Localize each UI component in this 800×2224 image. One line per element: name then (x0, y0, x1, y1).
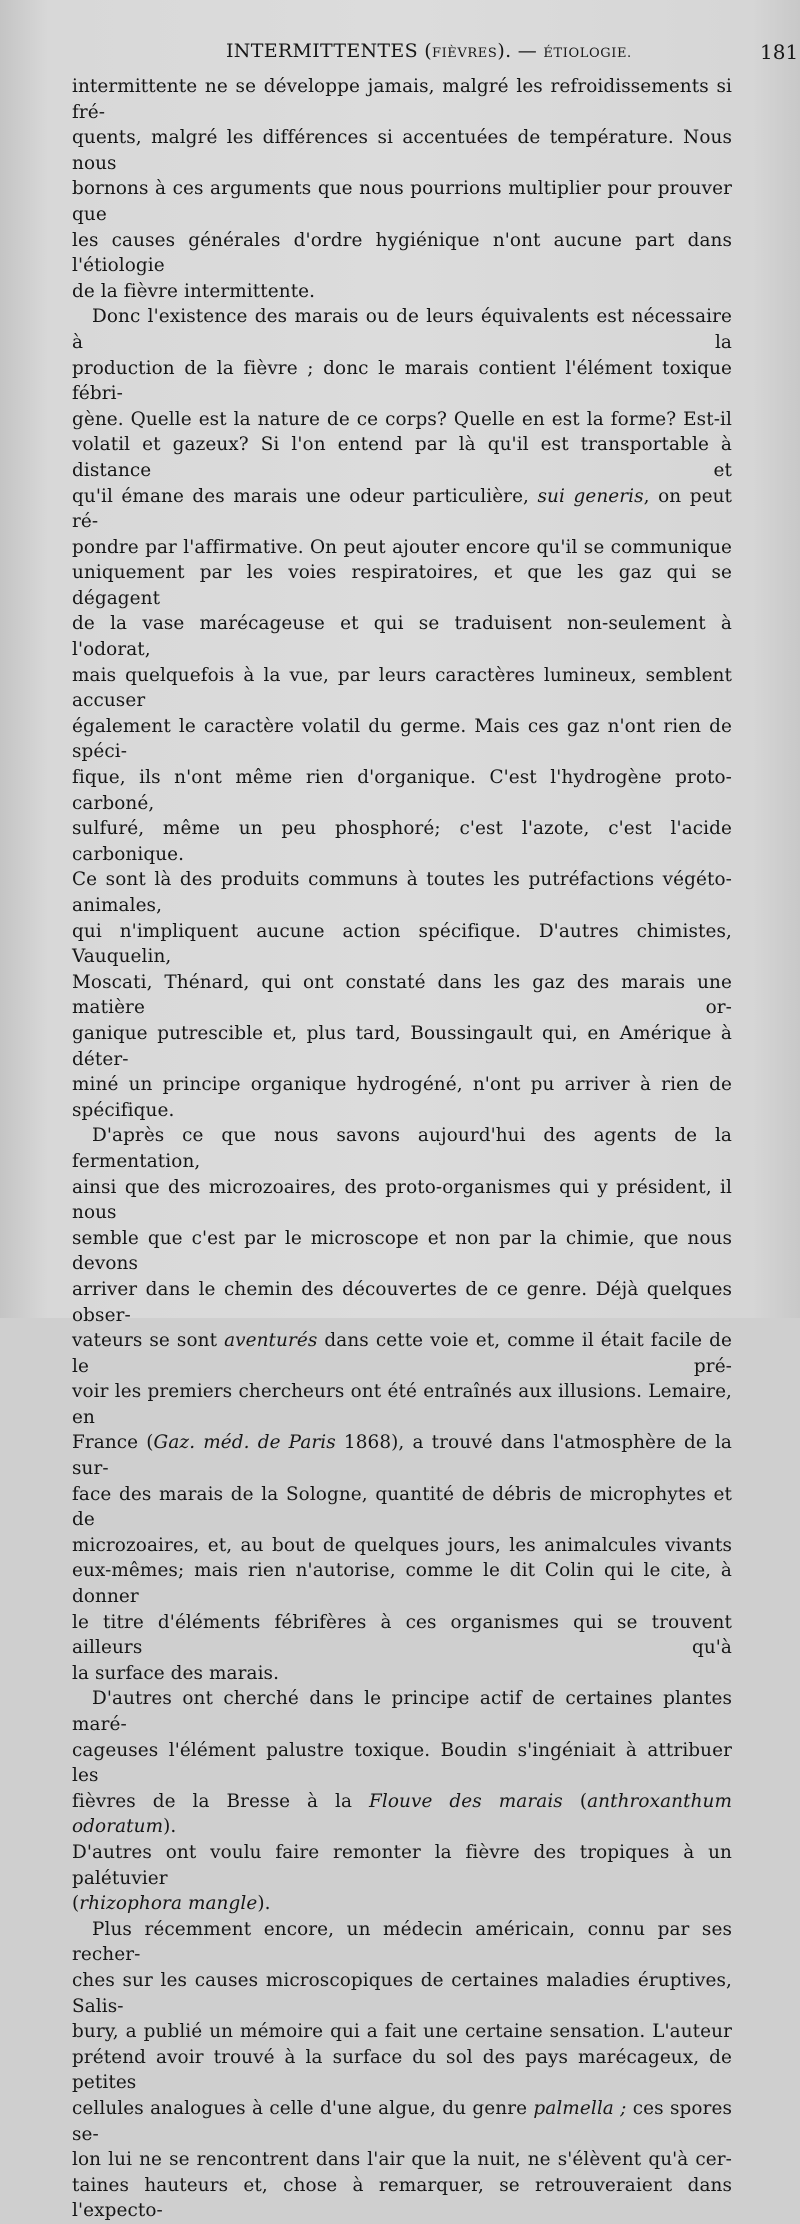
text-line: ainsi que des microzoaires, des proto-organismes qui y président, il nous (72, 1176, 732, 1224)
text-line: D'autres ont voulu faire remonter la fièvre des tropiques à un palétuvier (72, 1841, 732, 1889)
text-line (72, 484, 732, 535)
text-line: microzoaires, et, au bout de quelques jours, les animalcules vivants (72, 1534, 732, 1556)
text-line: cageuses l'élément palustre toxique. Boudin s'ingéniait à attribuer les (72, 1739, 732, 1787)
text-line: prétend avoir trouvé à la surface du sol des pays marécageux, de petites (72, 2046, 732, 2094)
running-head-subsection: ÉTIOLOGIE. (543, 46, 632, 61)
body-text (72, 74, 732, 2224)
italic-term: rhizophora mangle (79, 1893, 258, 1915)
text-line: miné un principe organique hydrogéné, n'ont pu arriver à rien de spécifique. (72, 1074, 732, 1121)
text-line: le titre d'éléments fébrifères à ces organismes qui se trouvent ailleurs qu'à (72, 1611, 732, 1659)
paragraph-4 (72, 1686, 732, 1916)
paragraph-1 (72, 74, 732, 304)
text-line: Plus récemment encore, un médecin américain, connu par ses recher- (72, 1918, 732, 1966)
text-line: uniquement par les voies respiratoires, et que les gaz qui se dégagent (72, 562, 732, 609)
text-line: de la fièvre intermittente. (72, 280, 316, 302)
text-line: bornons à ces arguments que nous pourrions multiplier pour prouver que (72, 178, 732, 225)
text-line: eux-mêmes; mais rien n'autorise, comme le dit Colin qui le cite, à donner (72, 1560, 732, 1608)
running-head-paren-close: ). — (497, 40, 544, 62)
italic-citation: Gaz. méd. de Paris (153, 1432, 336, 1454)
text-line: ganique putrescible et, plus tard, Boussingault qui, en Amérique à déter- (72, 1022, 732, 1070)
text-run: cellules analogues à celle d'une algue, du genre (72, 2097, 528, 2119)
italic-term: aventurés (224, 1330, 318, 1352)
text-line: quents, malgré les différences si accentuées de température. Nous nous (72, 127, 732, 174)
text-run: dans cette voie et, comme il était facile de le pré- (72, 1330, 732, 1377)
text-line (72, 1430, 732, 1481)
text-line: les causes générales d'ordre hygiénique n'ont aucune part dans l'étiologie (72, 229, 732, 277)
running-head (226, 40, 632, 62)
italic-term: sui generis (537, 485, 644, 507)
text-line: pondre par l'affirmative. On peut ajouter encore qu'il se communique (72, 536, 732, 558)
italic-term: palmella ; (533, 2097, 627, 2119)
paragraph-3 (72, 1123, 732, 1686)
text-line: Ce sont là des produits communs à toutes les putréfactions végéto-animales, (72, 869, 732, 916)
text-line (72, 1891, 732, 1917)
text-run: , on peut ré- (72, 485, 733, 533)
italic-term: Flouve des marais (369, 1790, 563, 1812)
text-line (72, 1328, 732, 1379)
paragraph-5 (72, 1917, 732, 2224)
text-run: ( (579, 1790, 588, 1812)
text-line: bury, a publié un mémoire qui a fait une certaine sensation. L'auteur (72, 2021, 732, 2043)
text-run: ). (163, 1816, 177, 1838)
text-line (72, 1789, 732, 1840)
text-line: production de la fièvre ; donc le marais contient l'élément toxique fébri- (72, 357, 732, 405)
text-line: face des marais de la Sologne, quantité de débris de microphytes et de (72, 1483, 732, 1531)
text-run: fièvres de la Bresse à la (72, 1790, 353, 1812)
text-run: ). (257, 1893, 271, 1915)
text-line: Donc l'existence des marais ou de leurs équivalents est nécessaire à la (72, 306, 732, 353)
text-line: lon lui ne se rencontrent dans l'air que la nuit, ne s'élèvent qu'à cer- (72, 2149, 732, 2171)
text-line: mais quelquefois à la vue, par leurs caractères lumineux, semblent accuser (72, 664, 732, 712)
text-line: intermittente ne se développe jamais, malgré les refroidissements si fré- (72, 76, 732, 123)
text-run: France ( (72, 1432, 154, 1454)
paragraph-2 (72, 304, 732, 1123)
text-line: de la vase marécageuse et qui se traduisent non-seulement à l'odorat, (72, 613, 732, 661)
text-line: voir les premiers chercheurs ont été entraînés aux illusions. Lemaire, en (72, 1381, 732, 1428)
text-line: fique, ils n'ont même rien d'organique. C'est l'hydrogène proto-carboné, (72, 767, 732, 814)
text-run: ces spores se- (72, 2097, 733, 2145)
page-number: 181 (760, 40, 799, 64)
running-head-paren-open: ( (417, 40, 432, 62)
running-head-section: FIÈVRES (431, 46, 498, 61)
text-line: également le caractère volatil du germe. Mais ces gaz n'ont rien de spéci- (72, 715, 732, 763)
text-line: arriver dans le chemin des découvertes de ce genre. Déjà quelques obser- (72, 1278, 732, 1326)
text-line: D'autres ont cherché dans le principe actif de certaines plantes maré- (72, 1688, 732, 1735)
text-line: Moscati, Thénard, qui ont constaté dans les gaz des marais une matière or- (72, 971, 732, 1019)
text-line: gène. Quelle est la nature de ce corps? Quelle en est la forme? Est-il (72, 408, 732, 430)
text-run: ( (72, 1893, 80, 1915)
text-run: vateurs se sont (72, 1330, 218, 1352)
italic-term: anthroxanthum odoratum (72, 1790, 732, 1838)
text-line: D'après ce que nous savons aujourd'hui des agents de la fermentation, (72, 1125, 732, 1172)
text-line (72, 2096, 732, 2147)
text-line: ches sur les causes microscopiques de certaines maladies éruptives, Salis- (72, 1969, 732, 2017)
text-line: qui n'impliquent aucune action spécifique. D'autres chimistes, Vauquelin, (72, 920, 732, 968)
text-line: la surface des marais. (72, 1662, 280, 1684)
text-run: qu'il émane des marais une odeur particulière, (72, 485, 530, 507)
page-header (0, 40, 800, 74)
text-line: sulfuré, même un peu phosphoré; c'est l'azote, c'est l'acide carbonique. (72, 818, 732, 865)
text-line: volatil et gazeux? Si l'on entend par là qu'il est transportable à distance et (72, 434, 732, 481)
text-line: semble que c'est par le microscope et non par la chimie, que nous devons (72, 1227, 732, 1275)
text-run: 1868), a trouvé dans l'atmosphère de la sur- (72, 1432, 732, 1480)
text-line: taines hauteurs et, chose à remarquer, se retrouveraient dans l'expecto- (72, 2174, 732, 2222)
running-head-title: INTERMITTENTES (226, 40, 418, 62)
